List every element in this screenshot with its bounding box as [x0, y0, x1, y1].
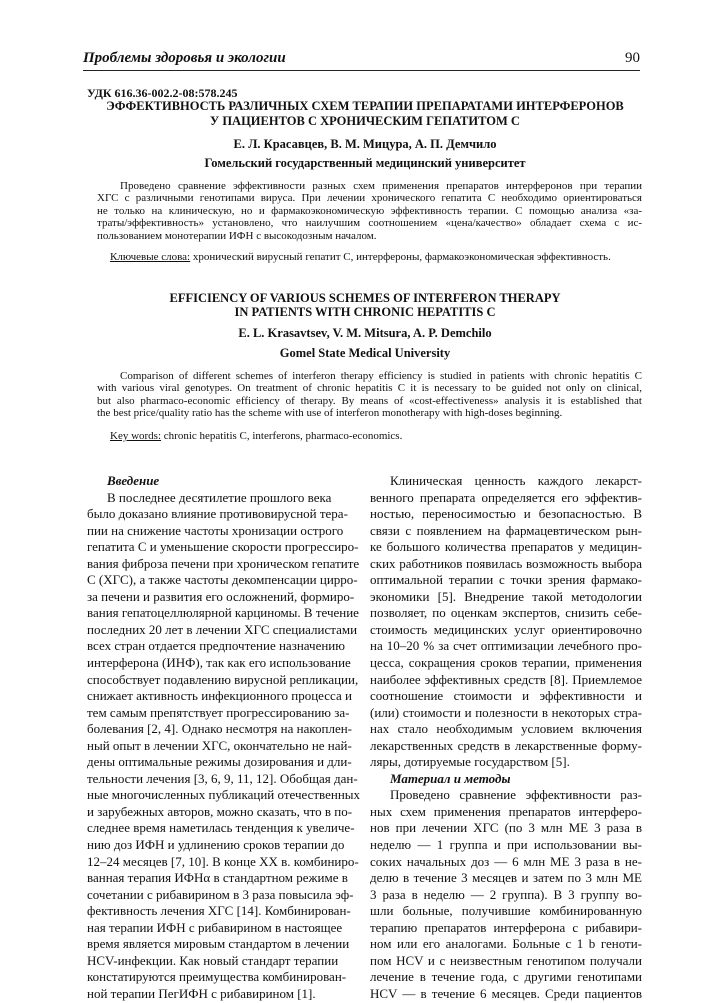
body-text-line: ной терапии ПегИФН с рибавирином [1]. [87, 985, 316, 1001]
abstract-line: Comparison of different schemes of interferon therapy efficiency is studied in patients with chronic hepatitis C [120, 370, 642, 382]
body-text-line: соотношение стоимости и эффективности и [370, 688, 642, 704]
body-text-line: связи с появлением на фармацевтическом рын- [370, 522, 642, 538]
affiliation-ru: Гомельский государственный медицинский университет [204, 156, 526, 170]
body-text-line: позволяет, по оценкам экспертов, снизить себе- [370, 605, 642, 621]
body-text-line: оптимальной терапии с точки зрения фармако- [370, 572, 642, 588]
body-text-line: ляры, дотируемые государством [5]. [370, 754, 570, 770]
keywords-ru [110, 251, 611, 263]
body-text-line: нах стало необходимым условием включения [370, 721, 642, 737]
abstract-line: but also pharmaco-economic efficiency of therapy. By means of «cost-effectiveness» analysis it is established that [97, 394, 642, 407]
keywords-en [110, 430, 402, 442]
keywords-text: chronic hepatitis C, interferons, pharmaco-economics. [161, 430, 403, 442]
body-text-line: констатируются преимущества комбинирован- [87, 969, 347, 985]
body-text-line: ностью, переносимостью и безопасностью. В [370, 506, 642, 522]
body-text-line: шли больные, получившие комбинированную [370, 903, 642, 919]
body-text-line: ных схем применения препаратов интерферо- [370, 803, 642, 819]
journal-title: Проблемы здоровья и экологии [83, 50, 286, 66]
body-text-line: болевания [2, 4]. Однако несмотря на накоплен- [87, 721, 353, 737]
body-text-line: В последнее десятилетие прошлого века [107, 489, 332, 505]
authors-en: E. L. Krasavtsev, V. M. Mitsura, A. P. Demchilo [238, 326, 492, 340]
article-title-en [80, 291, 650, 319]
body-text-line: ванная терапия ИФНα в стандартном режиме в [87, 870, 348, 886]
body-text-line: время является мировым стандартом в лечении [87, 936, 350, 952]
body-text-line: вания фиброза печени при хроническом гепатите [87, 555, 360, 571]
body-text-line: 12–24 месяцев [7, 10]. В конце XX в. комбиниро- [87, 853, 359, 869]
body-text-line: следнее время наметилась тенденция к увеличе- [87, 820, 355, 836]
body-text-line: фективность лечения ХГС [14]. Комбинирован- [87, 903, 351, 919]
title-line: ЭФФЕКТИВНОСТЬ РАЗЛИЧНЫХ СХЕМ ТЕРАПИИ ПРЕПАРАТАМИ ИНТЕРФЕРОНОВ [106, 99, 624, 113]
body-text-line: ном или его аналогами. Больные с 1 b геноти- [370, 936, 642, 952]
abstract-en [97, 370, 642, 420]
title-line: IN PATIENTS WITH CHRONIC HEPATITIS C [234, 305, 496, 319]
abstract-line: ХГС с различными генотипами вируса. При лечении хронического гепатита С необходимо ориентироваться [97, 192, 642, 205]
title-line: У ПАЦИЕНТОВ С ХРОНИЧЕСКИМ ГЕПАТИТОМ С [210, 114, 520, 128]
running-header [83, 48, 640, 71]
body-text-line: ских работников появилась возможность выбора [370, 555, 642, 571]
body-text-line: гепатита С и уменьшение скорости прогрессиро- [87, 539, 359, 555]
body-text-line: и зарубежных авторов, можно сказать, что в по- [87, 803, 353, 819]
authors-ru: Е. Л. Красавцев, В. М. Мицура, А. П. Демчило [233, 137, 497, 151]
body-text-line: экономики [5]. Внедрение такой методологии [370, 588, 642, 604]
body-text-line: HCV-инфекции. Как новый стандарт терапии [87, 952, 339, 968]
body-text-line: нов при лечении ХГС (по 3 млн МЕ 3 раза в [370, 820, 642, 836]
section-heading: Материал и методы [390, 770, 511, 786]
body-text-line: дены оптимальные режимы дозирования и дли- [87, 754, 352, 770]
abstract-line: траты/эффективность» установлено, что наилучшим соотношением «цена/качество» обладает схема с ис- [97, 217, 642, 230]
body-text-line: наиболее эффективных средств [8]. Приемлемое [370, 671, 642, 687]
body-text-line: лечение в течение года, с другими генотипами [370, 969, 642, 985]
body-text-line: способствует подавлению вирусной репликации, [87, 671, 359, 687]
body-text-line: неделю — 1 группа и при использовании вы- [370, 837, 642, 853]
body-text-line: С (ХГС), а также частоты декомпенсации цирро- [87, 572, 358, 588]
title-line: EFFICIENCY OF VARIOUS SCHEMES OF INTERFERON THERAPY [169, 291, 561, 305]
abstract-line: the best price/quality ratio has the scheme with use of interferon monotherapy with high-doses beginning. [97, 407, 563, 420]
body-text-line: цесса, сокращения сроков терапии, применения [370, 655, 642, 671]
affiliation-en: Gomel State Medical University [279, 346, 451, 360]
body-text-line: тельности лечения [3, 6, 9, 11, 12]. Обобщая дан- [87, 770, 358, 786]
body-text-line: делю в течение 3 месяцев и затем по 3 млн МЕ [370, 870, 642, 886]
body-text-line: интерферона (ИНФ), так как его использование [87, 655, 351, 671]
keywords-label: Key words: [110, 430, 162, 442]
body-text-line: нию доз ИФН и удлинению сроков терапии до [87, 837, 345, 853]
body-text-line: вания гепатоцеллюлярной карциномы. В течение [87, 605, 359, 621]
udc-code: УДК 616.36-002.2-08:578.245 [87, 86, 238, 100]
abstract-line: with various viral genotypes. On treatment of chronic hepatitis C it is necessary to be guided not only on clinical, [97, 382, 642, 395]
body-text-line: ный опыт в лечении ХГС, окончательно не най- [87, 737, 352, 753]
section-heading: Введение [107, 473, 160, 488]
body-text-line: снижает активность инфекционного процесса и [87, 688, 352, 704]
abstract-line: не только на клиническую, но и фармакоэкономическую эффективность терапии. С помощью анализа «за- [97, 204, 642, 217]
body-text-line: HCV — в течение 6 месяцев. Среди пациентов [370, 985, 642, 1001]
body-text-line: ке большого количества препаратов у медицин- [370, 539, 642, 555]
body-text-line: на 10–20 % за счет оптимизации лечебного про- [370, 638, 642, 654]
body-column-left [87, 473, 361, 1003]
body-text-line: за печени и развития его осложнений, формиро- [87, 588, 355, 604]
abstract-line: Проведено сравнение эффективности разных схем применения препаратов интерферонов при терапии [120, 180, 642, 192]
keywords-text: хронический вирусный гепатит С, интерфероны, фармакоэкономическая эффективность. [190, 251, 611, 263]
body-text-line: последних 20 лет в лечении ХГС специалистами [87, 621, 358, 637]
abstract-line: пользованием монотерапии ИФН с высокодозным началом. [97, 229, 377, 242]
body-text-line: сочетании с рибавирином в 3 раза повысила эф- [87, 886, 354, 902]
page-number: 90 [625, 50, 640, 66]
keywords-label: Ключевые слова: [110, 251, 191, 263]
body-text-line: было доказано влияние противовирусной тера- [87, 506, 348, 522]
body-text-line: (или) стоимости и полезности в некоторых стра- [370, 704, 642, 720]
body-text-line: соких начальных доз — 6 млн МЕ 3 раза в не- [370, 853, 642, 869]
body-column-right [370, 473, 642, 1003]
body-text-line: Проведено сравнение эффективности раз- [390, 787, 642, 803]
body-text-line: терапию препаратов интерферона с рибавири- [370, 919, 642, 935]
body-text-line: всех стран отдается предпочтение назначению [87, 638, 345, 654]
body-text-line: пом HCV и с неизвестным генотипом получали [370, 952, 642, 968]
body-text-line: пии на снижение частоты хронизации острого [87, 522, 344, 538]
body-text-line: тем самым препятствует прогрессированию за- [87, 704, 350, 720]
abstract-ru [97, 180, 642, 242]
body-text-line: венного препарата определяется его эффектив- [370, 489, 642, 505]
body-text-line: Клиническая ценность каждого лекарст- [390, 473, 642, 488]
body-text-line: стоимость медицинских услуг ориентировочно [370, 621, 642, 637]
body-text-line: 3 раза в неделю — 2 группа). В 3 группу во- [370, 886, 642, 902]
body-text-line: ная терапии ИФН с рибавирином в настоящее [87, 919, 343, 935]
body-text-line: ные многочисленных публикаций отечественных [87, 787, 361, 803]
article-title-ru [80, 99, 650, 129]
body-text-line: лекарственных средств в лекарственные форму- [370, 737, 642, 753]
